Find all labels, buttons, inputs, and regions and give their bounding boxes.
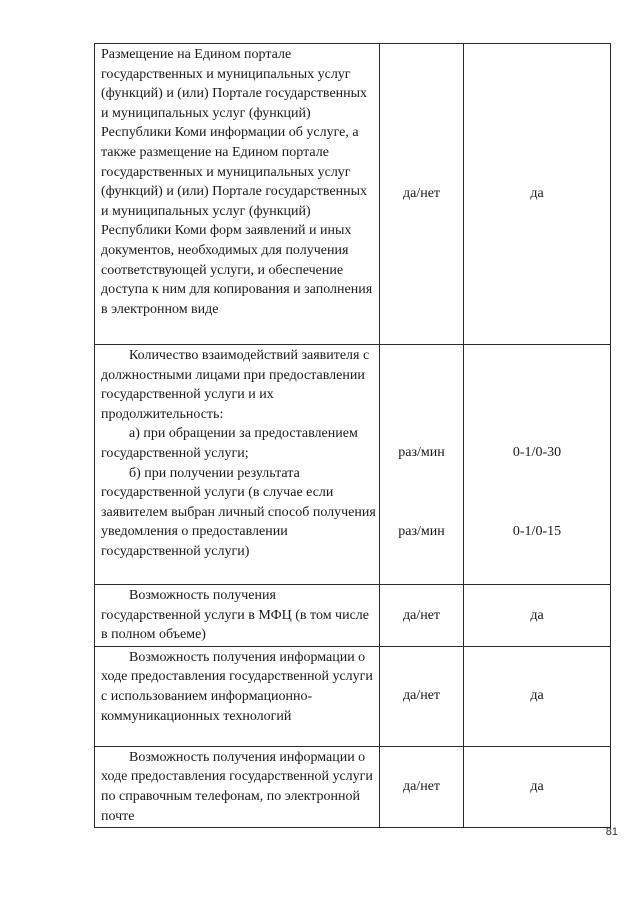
table-row	[95, 646, 611, 746]
value-cell	[464, 345, 611, 585]
unit-cell	[380, 646, 464, 746]
indicator-description-cell	[95, 646, 380, 746]
indicator-subitem-b: б) при получении результата государственной услуги (в случае если заявителем выбран личный способ получения уведомления о предоставлении государственной услуги)	[101, 465, 380, 559]
value-cell	[464, 585, 611, 647]
value-text: да	[530, 779, 544, 795]
value-cell	[464, 646, 611, 746]
table-row	[95, 44, 611, 345]
unit-cell	[380, 746, 464, 827]
indicators-table	[94, 43, 611, 828]
unit-text: да/нет	[402, 186, 441, 202]
value-cell	[464, 44, 611, 345]
indicator-description: Возможность получения информации о ходе предоставления государственной услуги с использованием информационно-коммуникационных технологий	[101, 649, 377, 724]
indicator-description: Возможность получения государственной услуги в МФЦ (в том числе в полном объеме)	[101, 588, 373, 643]
indicator-description: Возможность получения информации о ходе предоставления государственной услуги по справочным телефонам, по электронной почте	[101, 749, 377, 824]
value-text: да	[530, 688, 544, 704]
indicator-description-cell	[95, 746, 380, 827]
indicator-subitem-a: а) при обращении за предоставлением государственной услуги;	[101, 426, 362, 461]
indicator-description-cell	[95, 585, 380, 647]
unit-cell	[380, 585, 464, 647]
value-text: да	[530, 607, 544, 623]
unit-text-a: раз/мин	[398, 445, 445, 460]
table-row	[95, 585, 611, 647]
indicator-description: Размещение на Едином портале государственных и муниципальных услуг (функций) и (или) Портале государственных и муниципальных услуг (функций) Республики Коми информации об услуге, а также размещение на Едином портале государственных и муниципальных услуг (функций) и (или) Портале государственных и муниципальных услуг (функций) Республики Коми форм заявлений и иных документов, необходимых для получения соответствующей услуги, и обеспечение доступа к ним для копирования и заполнения в электронном виде	[101, 47, 376, 317]
indicator-description-cell	[95, 345, 380, 585]
table-row	[95, 746, 611, 827]
unit-text: да/нет	[402, 688, 441, 704]
indicator-description-cell	[95, 44, 380, 345]
value-text-a: 0-1/0-30	[512, 445, 562, 460]
page-number: 81	[605, 826, 618, 838]
unit-cell	[380, 345, 464, 585]
unit-text: да/нет	[402, 779, 441, 795]
unit-cell	[380, 44, 464, 345]
table-row	[95, 345, 611, 585]
unit-text: да/нет	[402, 607, 441, 623]
value-text: да	[530, 186, 544, 202]
unit-text-b: раз/мин	[398, 523, 445, 539]
value-text-b: 0-1/0-15	[512, 523, 562, 539]
indicator-description: Количество взаимодействий заявителя с должностными лицами при предоставлении государственной услуги и их продолжительность:	[101, 348, 373, 422]
value-cell	[464, 746, 611, 827]
